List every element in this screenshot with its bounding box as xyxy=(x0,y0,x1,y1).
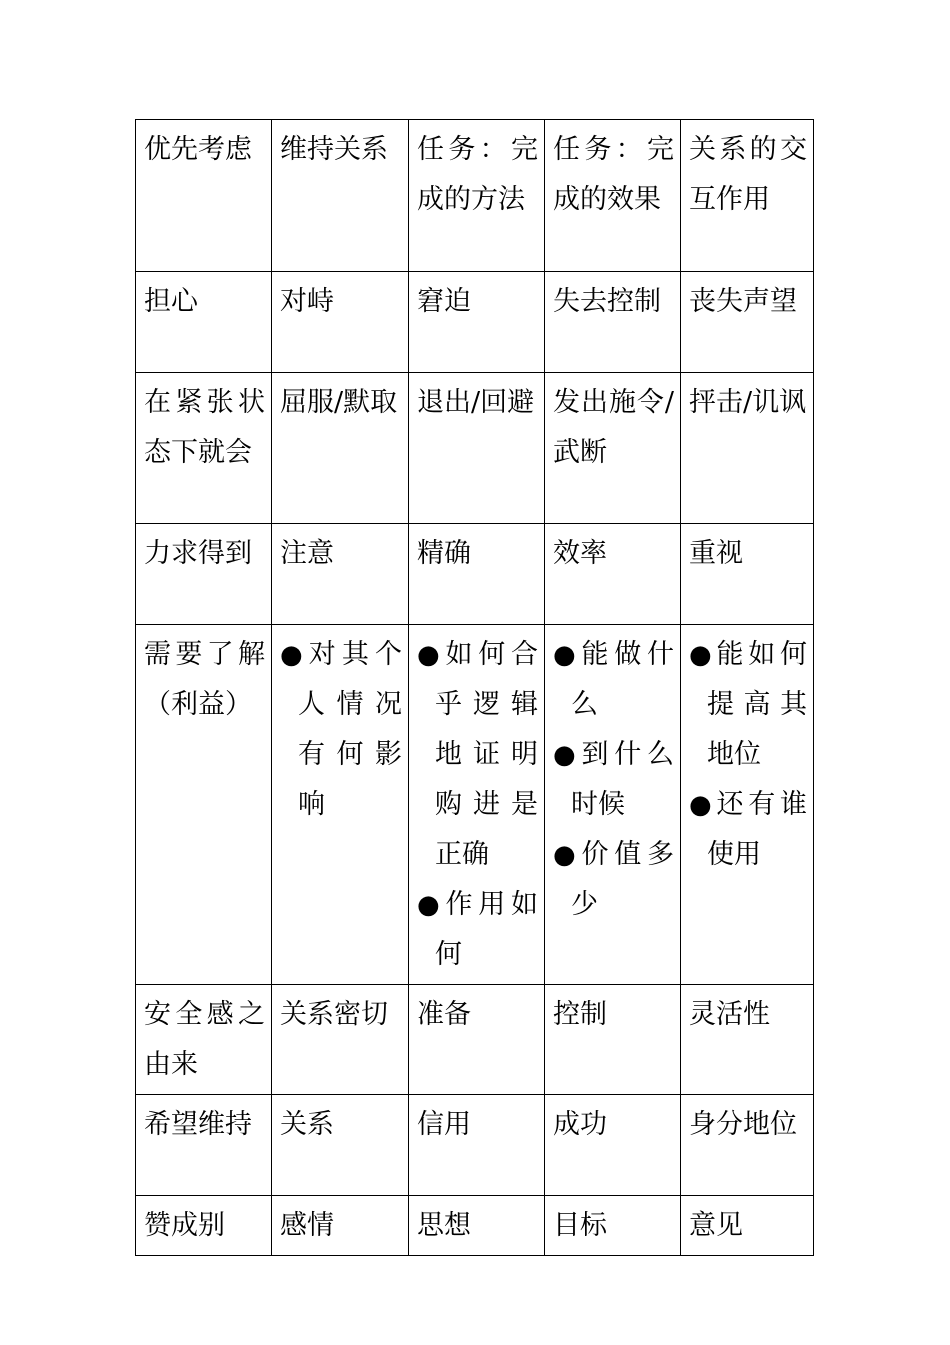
table-row xyxy=(136,1095,814,1196)
bullet-text: 到什么时候 xyxy=(571,739,675,820)
bullet-item xyxy=(553,730,674,830)
bullet-item xyxy=(553,630,674,730)
table-cell: 需要了解（利益） xyxy=(136,625,272,985)
bullet-text: 能如何提高其地位 xyxy=(707,639,808,770)
table-cell: 任务：完成的效果 xyxy=(545,120,681,272)
table-cell: 注意 xyxy=(272,524,409,625)
bullet-text: 作用如何 xyxy=(435,889,539,970)
table-cell: 准备 xyxy=(409,985,545,1095)
table-cell: 控制 xyxy=(545,985,681,1095)
table-cell: 屈服/默取 xyxy=(272,373,409,524)
table-cell: 效率 xyxy=(545,524,681,625)
table-cell: 退出/回避 xyxy=(409,373,545,524)
table-cell: 关系 xyxy=(272,1095,409,1196)
table-cell: 发出施令/武断 xyxy=(545,373,681,524)
bullet-icon: ● xyxy=(417,640,446,670)
table-cell: 赞成别 xyxy=(136,1196,272,1256)
table-cell: 对峙 xyxy=(272,272,409,373)
table-cell: 思想 xyxy=(409,1196,545,1256)
bullet-icon: ● xyxy=(689,790,717,820)
table-row xyxy=(136,625,814,985)
table-cell: 成功 xyxy=(545,1095,681,1196)
table-cell: 希望维持 xyxy=(136,1095,272,1196)
bullet-cell xyxy=(272,625,409,985)
bullet-item xyxy=(280,630,402,830)
table-cell: 身分地位 xyxy=(681,1095,814,1196)
table-cell: 窘迫 xyxy=(409,272,545,373)
table-cell: 担心 xyxy=(136,272,272,373)
bullet-cell xyxy=(409,625,545,985)
bullet-icon: ● xyxy=(553,740,582,770)
bullet-icon: ● xyxy=(689,640,717,670)
bullet-item xyxy=(417,630,538,880)
bullet-text: 价值多少 xyxy=(571,839,675,920)
bullet-text: 还有谁使用 xyxy=(707,789,808,870)
table-row xyxy=(136,120,814,272)
table-cell: 任务：完成的方法 xyxy=(409,120,545,272)
bullet-item xyxy=(689,630,807,780)
bullet-text: 对其个人情况有何影响 xyxy=(298,639,403,820)
table-cell: 优先考虑 xyxy=(136,120,272,272)
bullet-item xyxy=(553,830,674,930)
table-row xyxy=(136,373,814,524)
bullet-icon: ● xyxy=(553,640,582,670)
table-cell: 抨击/讥讽 xyxy=(681,373,814,524)
bullet-text: 如何合乎逻辑地证明购进是正确 xyxy=(435,639,539,870)
table-cell: 关系的交互作用 xyxy=(681,120,814,272)
table-cell: 丧失声望 xyxy=(681,272,814,373)
table-row xyxy=(136,524,814,625)
bullet-text: 能做什么 xyxy=(571,639,675,720)
table-cell: 在紧张状态下就会 xyxy=(136,373,272,524)
table-cell: 维持关系 xyxy=(272,120,409,272)
table-cell: 力求得到 xyxy=(136,524,272,625)
table-row xyxy=(136,272,814,373)
table-cell: 意见 xyxy=(681,1196,814,1256)
table-cell: 关系密切 xyxy=(272,985,409,1095)
table-cell: 目标 xyxy=(545,1196,681,1256)
bullet-icon: ● xyxy=(417,890,446,920)
bullet-cell xyxy=(545,625,681,985)
table-cell: 感情 xyxy=(272,1196,409,1256)
table-cell: 安全感之由来 xyxy=(136,985,272,1095)
table-cell: 失去控制 xyxy=(545,272,681,373)
bullet-icon: ● xyxy=(553,840,582,870)
table-cell: 灵活性 xyxy=(681,985,814,1095)
table-cell: 重视 xyxy=(681,524,814,625)
table-cell: 信用 xyxy=(409,1095,545,1196)
bullet-item xyxy=(417,880,538,980)
table-cell: 精确 xyxy=(409,524,545,625)
bullet-cell xyxy=(681,625,814,985)
bullet-icon: ● xyxy=(280,640,309,670)
table-row xyxy=(136,985,814,1095)
table-row xyxy=(136,1196,814,1256)
comparison-table xyxy=(135,119,814,1256)
bullet-item xyxy=(689,780,807,880)
